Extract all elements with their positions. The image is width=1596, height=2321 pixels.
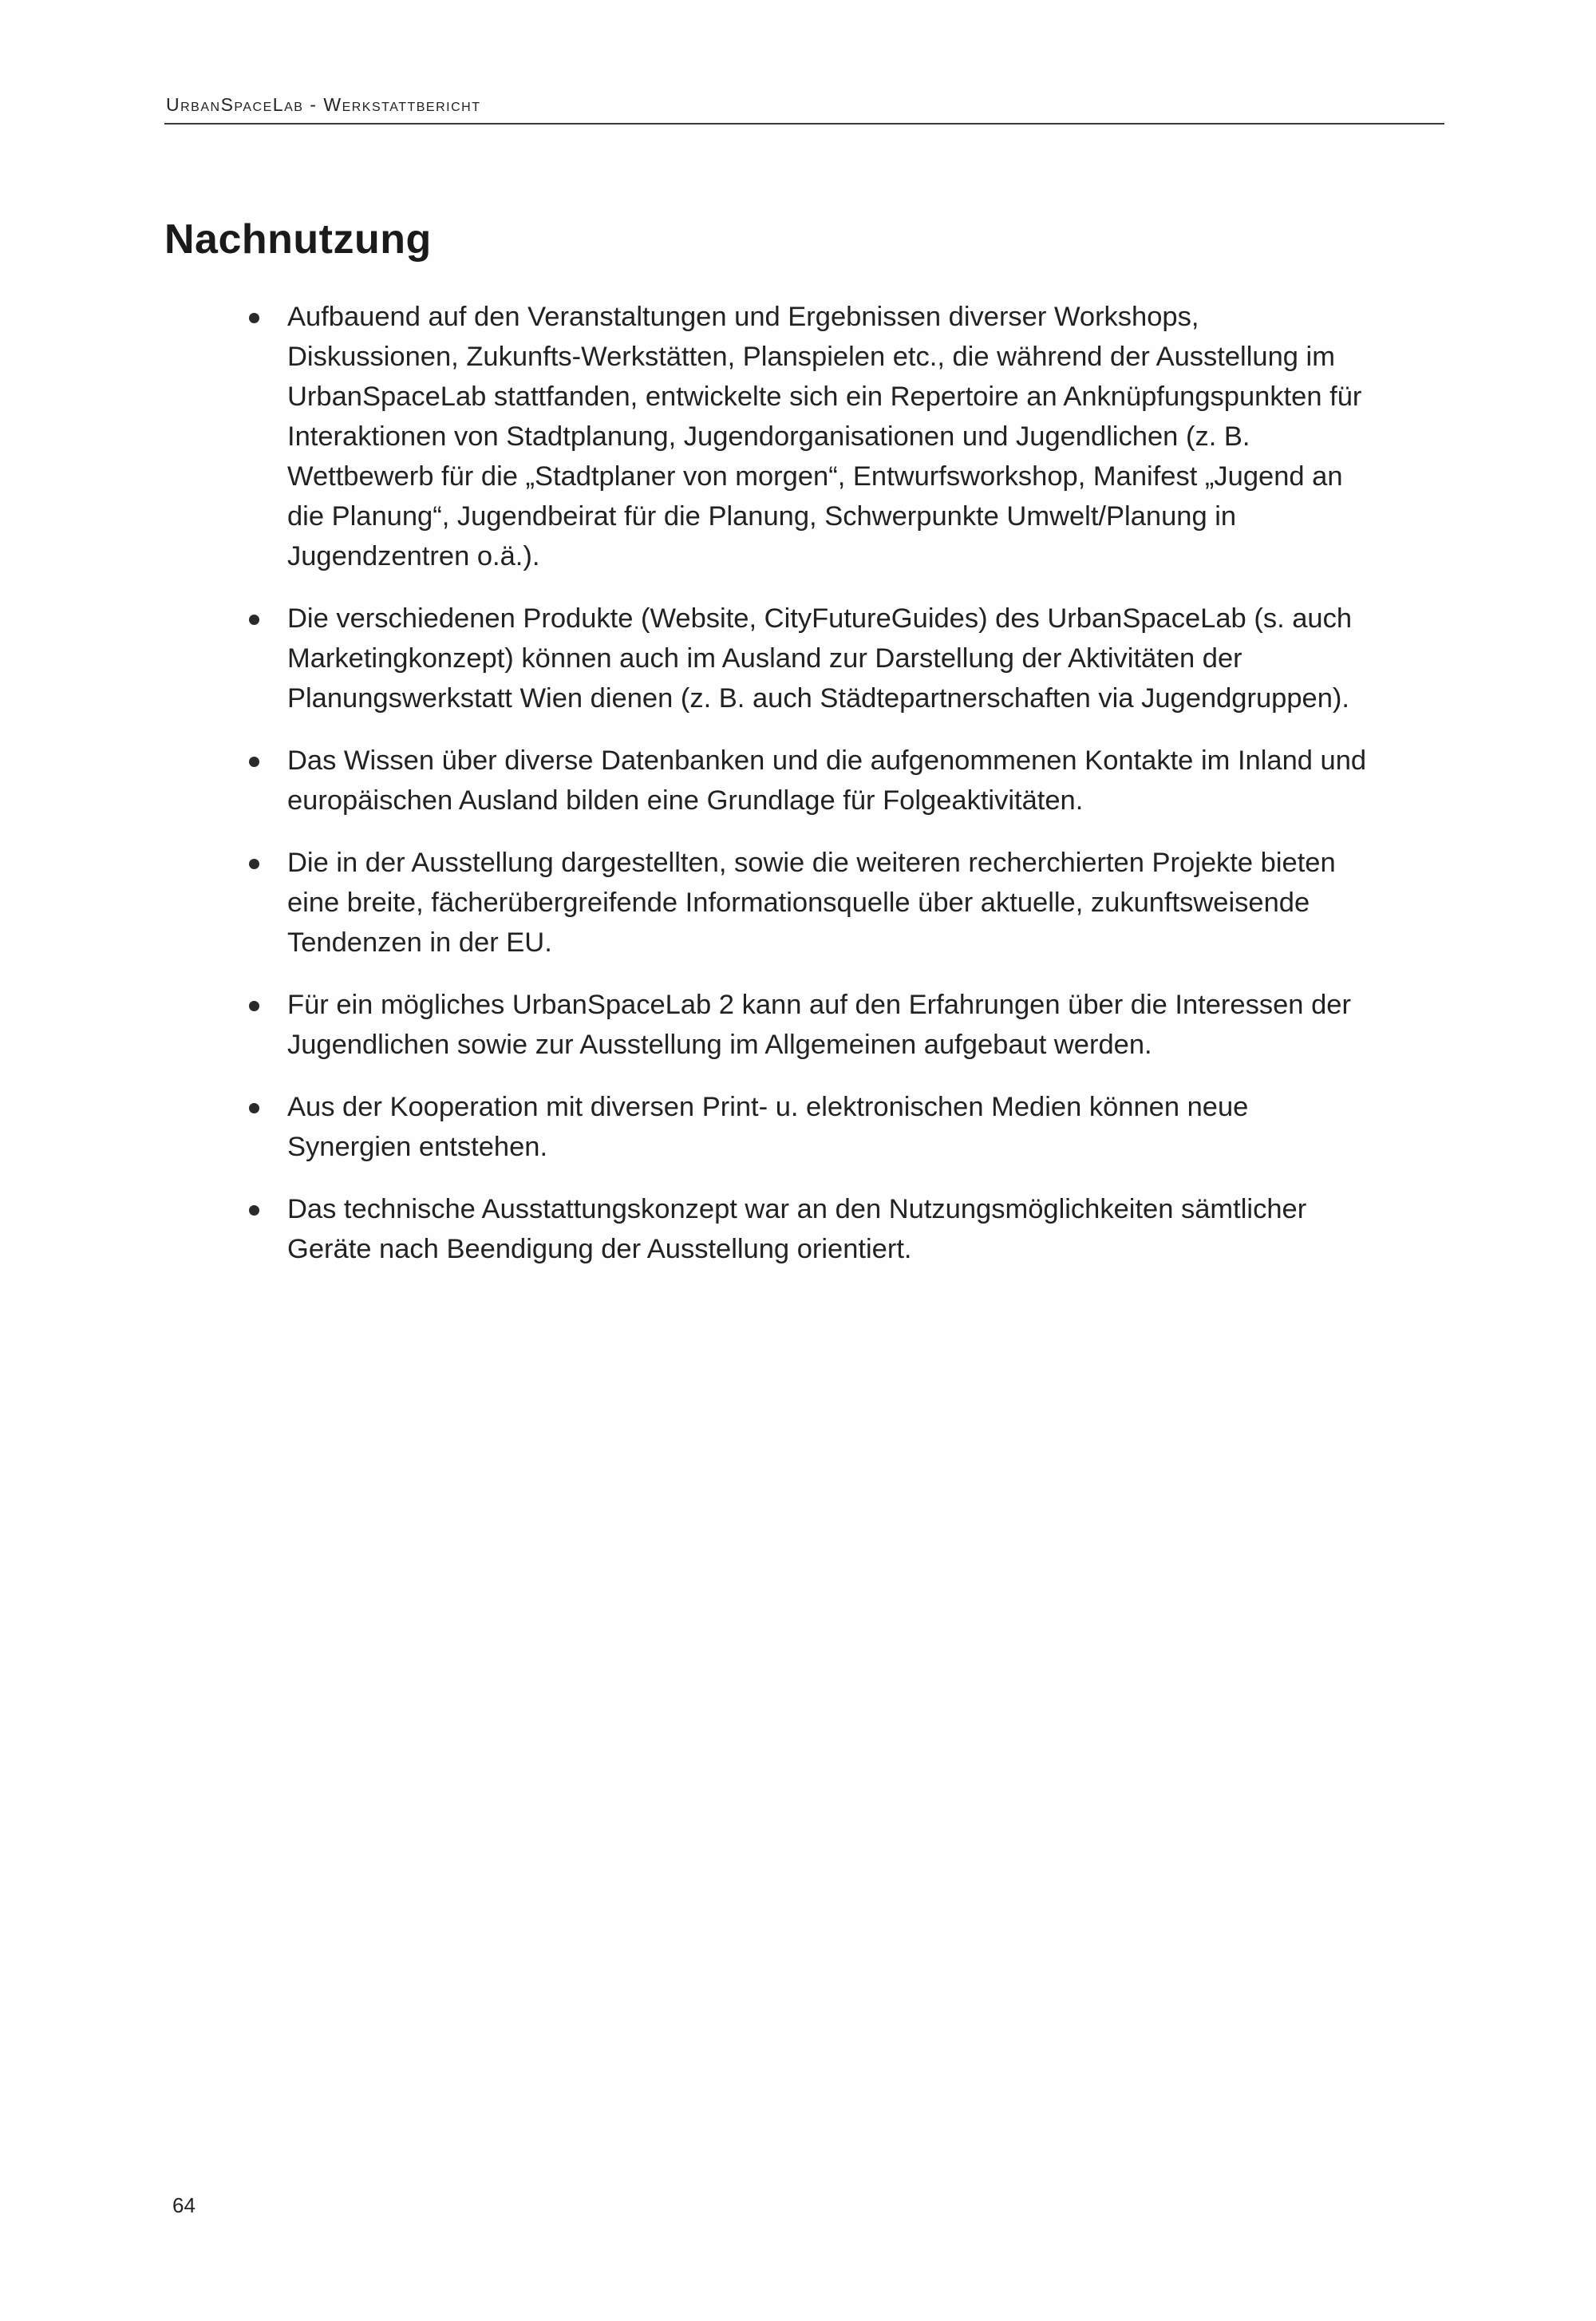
page-number: 64: [172, 2193, 196, 2217]
list-item-text: Das technische Ausstattungskonzept war an den Nutzungsmöglichkeiten sämtlicher Geräte nach Beendigung der Ausstellung orientiert.: [287, 1194, 1307, 1264]
header-rule: [164, 123, 1444, 125]
section-title: Nachnutzung: [164, 216, 432, 263]
list-item: [239, 297, 1373, 576]
bullet-icon: [249, 615, 259, 625]
bullet-icon: [249, 859, 259, 869]
list-item: [239, 1087, 1373, 1167]
list-item: [239, 843, 1373, 963]
running-header: UrbanSpaceLab - Werkstattbericht: [166, 94, 481, 115]
list-item-text: Die in der Ausstellung dargestellten, sowie die weiteren recherchierten Projekte bieten eine breite, fächerübergreifende Informationsquelle über aktuelle, zukunftsweisende Tendenzen in der EU.: [287, 848, 1336, 958]
list-item-text: Für ein mögliches UrbanSpaceLab 2 kann auf den Erfahrungen über die Interessen der Jugendlichen sowie zur Ausstellung im Allgemeinen aufgebaut werden.: [287, 990, 1351, 1060]
list-item: [239, 599, 1373, 718]
list-item: [239, 985, 1373, 1065]
bullet-icon: [249, 313, 259, 323]
list-item-text: Das Wissen über diverse Datenbanken und die aufgenommenen Kontakte im Inland und europäischen Ausland bilden eine Grundlage für Folgeaktivitäten.: [287, 745, 1367, 816]
list-item-text: Aufbauend auf den Veranstaltungen und Ergebnissen diverser Workshops, Diskussionen, Zukunfts-Werkstätten, Planspielen etc., die während der Ausstellung im UrbanSpaceLab stattfanden, entwickelte sich ein Repertoire an Anknüpfungspunkten für Interaktionen von Stadtplanung, Jugendorganisationen und Jugendlichen (z. B. Wettbewerb für die „Stadtplaner von morgen“, Entwurfsworkshop, Manifest „Jugend an die Planung“, Jugendbeirat für die Planung, Schwerpunkte Umwelt/Planung in Jugendzentren o.ä.).: [287, 302, 1362, 571]
list-item: [239, 1189, 1373, 1269]
bullet-icon: [249, 1205, 259, 1216]
list-item-text: Die verschiedenen Produkte (Website, CityFutureGuides) des UrbanSpaceLab (s. auch Marketingkonzept) können auch im Ausland zur Darstellung der Aktivitäten der Planungswerkstatt Wien dienen (z. B. auch Städtepartnerschaften via Jugendgruppen).: [287, 603, 1353, 714]
bullet-icon: [249, 1001, 259, 1011]
bullet-list: [239, 297, 1373, 1291]
bullet-icon: [249, 757, 259, 767]
list-item: [239, 741, 1373, 820]
bullet-icon: [249, 1103, 259, 1113]
list-item-text: Aus der Kooperation mit diversen Print- u. elektronischen Medien können neue Synergien entstehen.: [287, 1092, 1249, 1162]
